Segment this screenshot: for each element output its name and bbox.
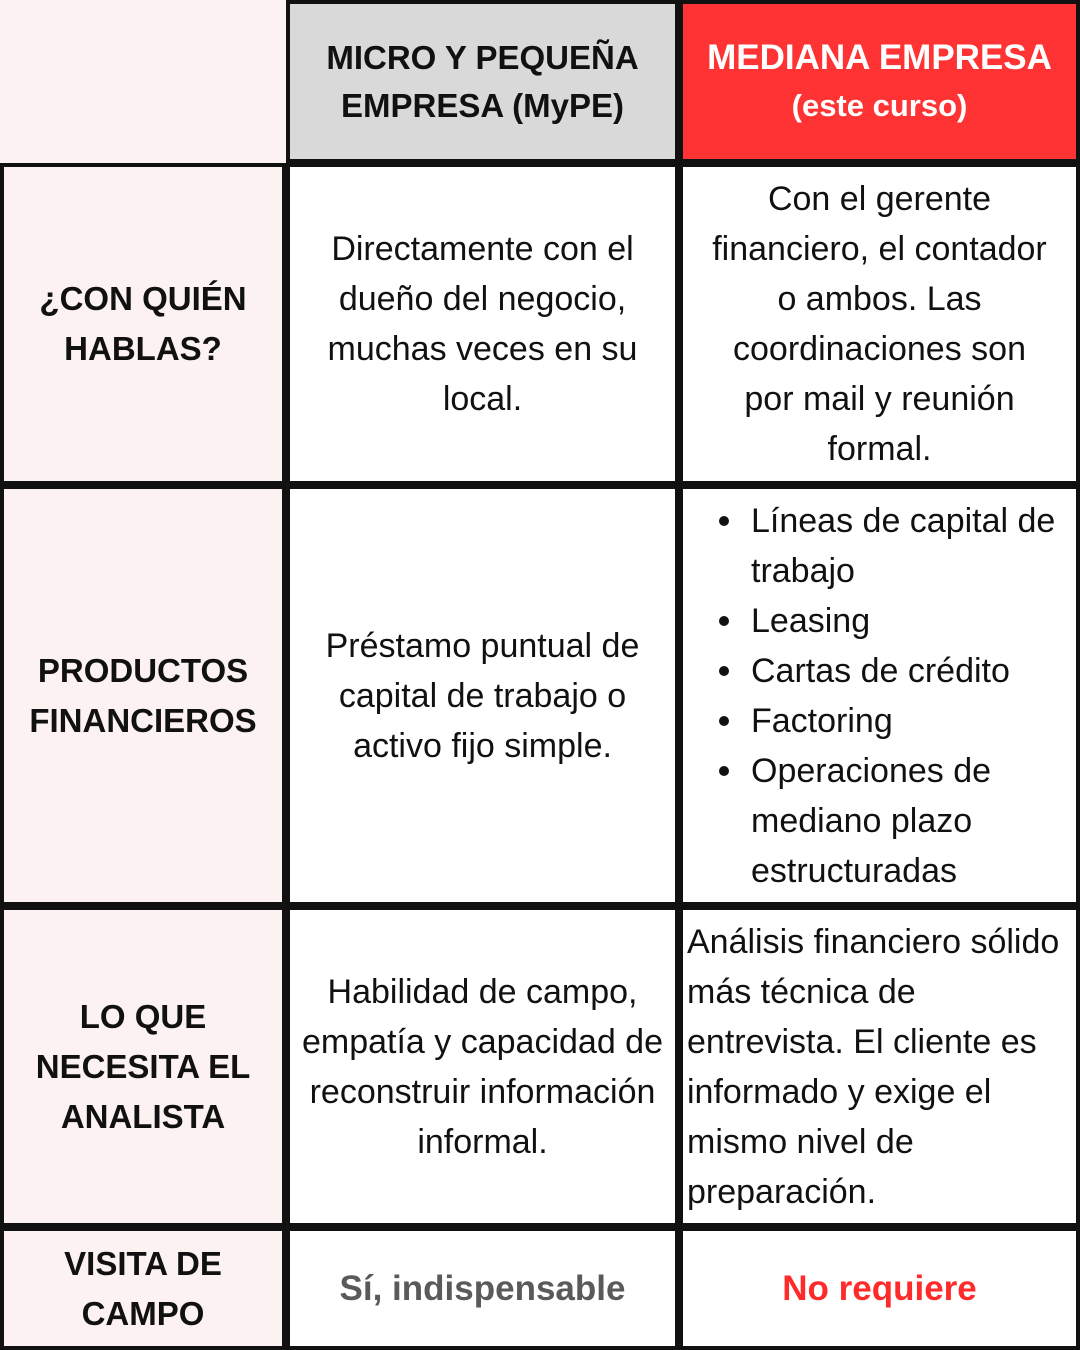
list-item-text: Operaciones de mediano plazo estructuradas <box>751 751 992 890</box>
column-header-mype-label: MICRO Y PEQUEÑA EMPRESA (MyPE) <box>326 38 639 124</box>
list-item <box>713 596 1076 646</box>
cell-productos-mype <box>286 485 679 906</box>
bullet-icon <box>719 666 729 676</box>
cell-con-quien-mediana <box>679 163 1080 485</box>
cell-visita-mype <box>286 1227 679 1350</box>
cell-visita-mediana <box>679 1227 1080 1350</box>
cell-con-quien-mediana-text: Con el gerente financiero, el contador o ambos. Las coordinaciones son por mail y reunión formal. <box>712 180 1047 468</box>
row-label-con-quien-text: ¿CON QUIÉN HABLAS? <box>39 280 247 367</box>
column-header-mediana-subtitle: (este curso) <box>791 87 968 123</box>
list-item <box>713 746 1076 896</box>
bullet-icon <box>719 616 729 626</box>
bullet-icon <box>719 716 729 726</box>
column-header-mype <box>286 0 679 163</box>
row-label-productos-text: PRODUCTOS FINANCIEROS <box>29 651 257 739</box>
row-label-visita-text: VISITA DE CAMPO <box>64 1244 222 1332</box>
bullet-icon <box>719 516 729 526</box>
bullet-icon <box>719 766 729 776</box>
row-label-analista <box>0 906 286 1227</box>
row-label-productos <box>0 485 286 906</box>
cell-productos-mediana <box>679 485 1080 906</box>
list-item <box>713 696 1076 746</box>
list-item-text: Líneas de capital de trabajo <box>751 501 1056 590</box>
row-label-con-quien <box>0 163 286 485</box>
column-header-mediana <box>679 0 1080 163</box>
table-corner <box>0 0 285 163</box>
cell-analista-mediana-text: Análisis financiero sólido más técnica de entrevista. El cliente es informado y exige el mismo nivel de preparación. <box>687 922 1060 1211</box>
list-item <box>713 646 1076 696</box>
list-item-text: Cartas de crédito <box>751 651 1010 690</box>
cell-visita-mype-text: Sí, indispensable <box>339 1268 626 1308</box>
column-header-mediana-title: MEDIANA EMPRESA <box>707 37 1052 77</box>
cell-con-quien-mype-text: Directamente con el dueño del negocio, muchas veces en su local. <box>327 230 638 418</box>
list-item-text: Leasing <box>751 601 871 640</box>
row-label-visita <box>0 1227 286 1350</box>
list-item <box>713 496 1076 596</box>
list-item-text: Factoring <box>751 701 893 740</box>
cell-analista-mype-text: Habilidad de campo, empatía y capacidad de reconstruir información informal. <box>301 972 664 1161</box>
cell-con-quien-mype <box>286 163 679 485</box>
cell-analista-mediana <box>679 906 1080 1227</box>
productos-mediana-list <box>683 496 1076 896</box>
row-label-analista-text: LO QUE NECESITA EL ANALISTA <box>35 997 251 1135</box>
cell-analista-mype <box>286 906 679 1227</box>
cell-visita-mediana-text: No requiere <box>782 1268 977 1308</box>
cell-productos-mype-text: Préstamo puntual de capital de trabajo o activo fijo simple. <box>325 626 640 765</box>
